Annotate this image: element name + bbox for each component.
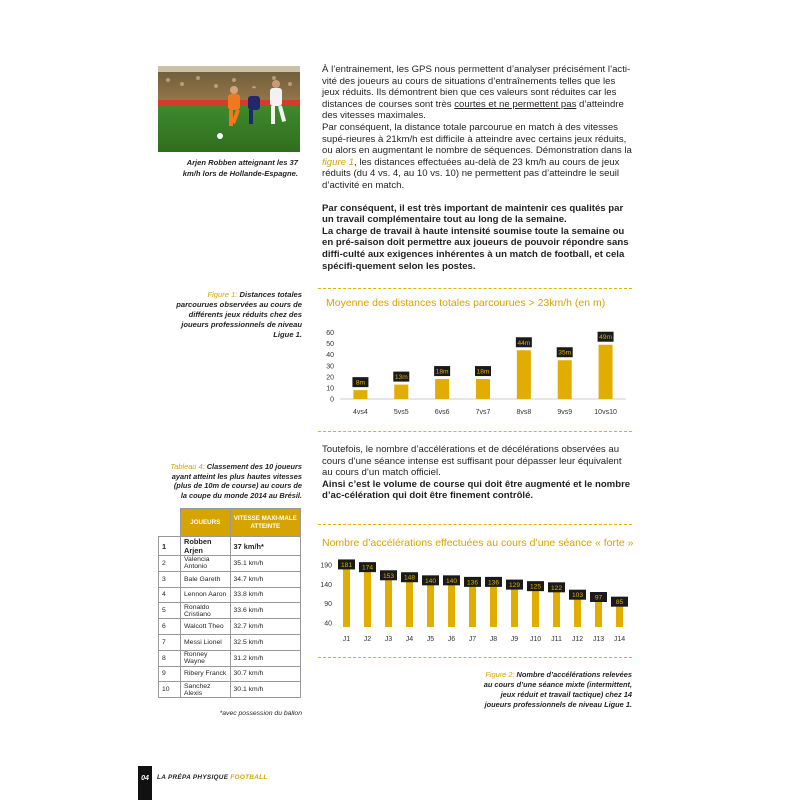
intro-paragraph-1: À l’entrainement, les GPS nous permettent d’analyser précisément l’acti-vité des joueurs au cours de situations d’entraînements telles que les jeux réduits. Ils démontrent bien que ces valeurs sont réduites car les distances de courses sont très courtes et ne permettent pas d’atteindre des vitesses maximales. (322, 64, 631, 122)
football-photo (158, 66, 300, 152)
rank-cell: 2 (159, 556, 181, 572)
x-tick-label: J2 (363, 636, 372, 643)
x-tick-label: J12 (571, 636, 584, 643)
x-tick-label: J8 (489, 636, 498, 643)
table-row (159, 619, 301, 635)
data-label: 125 (529, 583, 542, 591)
bar (490, 586, 497, 627)
rank-cell: 1 (159, 537, 181, 556)
rank-cell: 10 (159, 682, 181, 698)
figure-1-caption: Figure 1: Distances totales parcourues observées au cours de différents jeux réduits chez des joueurs professionnels de niveau Ligue 1. (176, 290, 302, 339)
speed-cell: 30.7 km/h (230, 666, 300, 682)
data-label: 35m (558, 349, 572, 357)
table-footnote: *avec possession du ballon (219, 710, 302, 717)
table-row (159, 537, 301, 556)
photo-caption: Arjen Robben atteignant les 37 km/h lors de Hollande-Espagne. (182, 158, 298, 178)
chart-1-box (318, 288, 632, 432)
player-cell: Ronney Wayne (181, 650, 231, 666)
table-row (159, 587, 301, 603)
x-tick-label: J9 (510, 636, 519, 643)
speed-cell: 35.1 km/h (230, 556, 300, 572)
x-tick-label: J5 (426, 636, 435, 643)
y-tick-label: 30 (326, 363, 334, 371)
rank-cell: 3 (159, 571, 181, 587)
data-label: 153 (382, 572, 395, 580)
x-tick-label: J6 (447, 636, 456, 643)
player-cell: Walcott Theo (181, 619, 231, 635)
data-label: 136 (487, 579, 500, 587)
y-tick-label: 60 (326, 330, 334, 338)
bar (511, 589, 518, 627)
page-number: 04 (138, 766, 152, 800)
data-label: 103 (571, 592, 584, 600)
intro-paragraph-2: Par conséquent, la distance totale parcourue en match à des vitesses supé-rieures à 21km/h est difficile à atteindre avec certains jeux réduits, ou alors en augmentant le nombre de séquences. Démonstration dans la figure 1, les distances effectuées au-delà de 23 km/h au cours de jeux réduits (du 4 vs. 4, au 10 vs. 10) ne permettent pas d’atteindre le seuil d’activité en match. (322, 121, 632, 191)
rank-cell: 8 (159, 650, 181, 666)
y-tick-label: 90 (324, 601, 332, 609)
table-caption: Tableau 4: Classement des 10 joueurs ayant atteint les plus hautes vitesses (plus de 10m de course) au cours de la coupe du monde 2014 au Brésil. (170, 462, 302, 500)
speed-cell: 33.8 km/h (230, 587, 300, 603)
middle-paragraph: Toutefois, le nombre d’accélérations et de décélérations observées au cours d’une séance intense est suffisant pour dépasser leur équivalent au cours d’un match officiel. (322, 444, 622, 479)
player-cell: Messi Lionel (181, 634, 231, 650)
table-row (159, 571, 301, 587)
x-tick-label: J4 (405, 636, 414, 643)
data-label: 129 (508, 582, 521, 590)
chart-2-svg (318, 555, 632, 655)
bar (448, 584, 455, 627)
player-cell: Ronaldo Cristiano (181, 603, 231, 619)
data-label: 8m (355, 379, 366, 387)
y-tick-label: 190 (320, 562, 332, 570)
x-tick-label: 6vs6 (434, 409, 450, 416)
x-tick-label: 4vs4 (353, 409, 368, 416)
bar (364, 571, 371, 627)
bar (469, 586, 476, 627)
y-tick-label: 20 (326, 374, 334, 382)
bar (532, 590, 539, 627)
bar (385, 579, 392, 627)
x-tick-label: J10 (529, 636, 542, 643)
footer-title: LA PRÉPA PHYSIQUE FOOTBALL (157, 774, 268, 781)
table-row (159, 556, 301, 572)
data-label: 148 (403, 574, 416, 582)
bar (476, 379, 490, 399)
bar (599, 345, 613, 399)
chart-2-title: Nombre d’accélérations effectuées au cours d’une séance « forte » (322, 537, 634, 549)
speed-cell: 32.7 km/h (230, 619, 300, 635)
rank-cell: 9 (159, 666, 181, 682)
data-label: 18m (435, 368, 449, 376)
data-label: 18m (476, 368, 490, 376)
table-row (159, 666, 301, 682)
speed-ranking-table (158, 508, 301, 698)
table-header-players: JOUEURS (181, 509, 231, 537)
speed-cell: 31.2 km/h (230, 650, 300, 666)
data-label: 13m (394, 374, 408, 382)
rank-cell: 5 (159, 603, 181, 619)
table-header-empty (159, 509, 181, 537)
rank-cell: 4 (159, 587, 181, 603)
figure-2-caption: Figure 2: Nombre d’accélérations relevées au cours d’une séance mixte (intermittent, jeux réduit et travail tactique) chez 14 joueurs professionnels de niveau Ligue 1. (483, 670, 632, 709)
speed-cell: 30.1 km/h (230, 682, 300, 698)
player-cell: Robben Arjen (181, 537, 231, 556)
data-label: 49m (599, 334, 612, 342)
intro-bold-2: La charge de travail à haute intensité soumise toute la semaine ou en pré-saison doit permettre aux joueurs de pouvoir répondre sans diffi-culté aux exigences inhérentes à un match de football, et cela spécifi-quement selon les postes. (322, 225, 629, 272)
intro-bold-1: Par conséquent, il est très important de maintenir ces qualités par un travail complémentaire tout au long de la semaine. (322, 202, 624, 226)
y-tick-label: 40 (324, 620, 332, 628)
bar (435, 379, 449, 399)
data-label: 140 (424, 577, 437, 585)
player-cell: Bale Gareth (181, 571, 231, 587)
y-tick-label: 10 (326, 385, 334, 393)
player-cell: Lennon Aaron (181, 587, 231, 603)
y-tick-label: 50 (326, 341, 334, 349)
data-label: 136 (466, 579, 479, 587)
intro-text (322, 64, 634, 272)
bar (558, 360, 572, 399)
x-tick-label: J1 (342, 636, 351, 643)
speed-cell: 33.6 km/h (230, 603, 300, 619)
player-cell: Sanchez Alexis (181, 682, 231, 698)
x-tick-label: J13 (592, 636, 605, 643)
football-photo-image (158, 66, 300, 152)
y-tick-label: 40 (326, 352, 334, 360)
bar (427, 584, 434, 627)
table-row (159, 650, 301, 666)
table-row (159, 603, 301, 619)
bar (394, 385, 408, 399)
table-header-speed: VITESSE MAXI-MALE ATTEINTE (230, 509, 300, 537)
bar (553, 591, 560, 627)
data-label: 44m (517, 339, 531, 347)
x-tick-label: 7vs7 (475, 409, 491, 416)
bar (595, 601, 602, 627)
rank-cell: 6 (159, 619, 181, 635)
bar (616, 606, 623, 627)
x-tick-label: 10vs10 (594, 409, 617, 416)
data-label: 174 (361, 564, 374, 572)
x-tick-label: J7 (468, 636, 477, 643)
x-tick-label: J3 (384, 636, 393, 643)
bar (343, 568, 350, 627)
bar (406, 581, 413, 627)
data-label: 97 (594, 594, 603, 602)
chart-1-title: Moyenne des distances totales parcourues > 23km/h (en m) (326, 297, 606, 309)
x-tick-label: J11 (551, 636, 562, 643)
x-tick-label: 8vs8 (516, 409, 532, 416)
data-label: 85 (615, 599, 624, 607)
data-label: 181 (340, 561, 353, 569)
x-tick-label: 5vs5 (393, 409, 409, 416)
table-row (159, 634, 301, 650)
speed-cell: 32.5 km/h (230, 634, 300, 650)
speed-cell: 34.7 km/h (230, 571, 300, 587)
player-cell: Ribery Franck (181, 666, 231, 682)
table-header-row (159, 509, 301, 537)
rank-cell: 7 (159, 634, 181, 650)
data-label: 140 (445, 577, 458, 585)
x-tick-label: 9vs9 (557, 409, 573, 416)
chart-2-box (318, 524, 632, 658)
bar (517, 350, 531, 399)
data-label: 122 (550, 584, 563, 592)
figure-1-link[interactable]: figure 1 (322, 156, 354, 168)
middle-bold: Ainsi c’est le volume de course qui doit être augmenté et le nombre d’ac-célération qui doit être finement contrôlé. (322, 478, 631, 502)
x-tick-label: J14 (613, 636, 626, 643)
y-tick-label: 0 (330, 396, 334, 404)
middle-text (322, 444, 634, 502)
bar (353, 390, 367, 399)
player-cell: Valencia Antonio (181, 556, 231, 572)
chart-1-svg (318, 309, 632, 431)
y-tick-label: 140 (320, 581, 332, 589)
table-row (159, 682, 301, 698)
speed-cell: 37 km/h* (230, 537, 300, 556)
bar (574, 599, 581, 627)
